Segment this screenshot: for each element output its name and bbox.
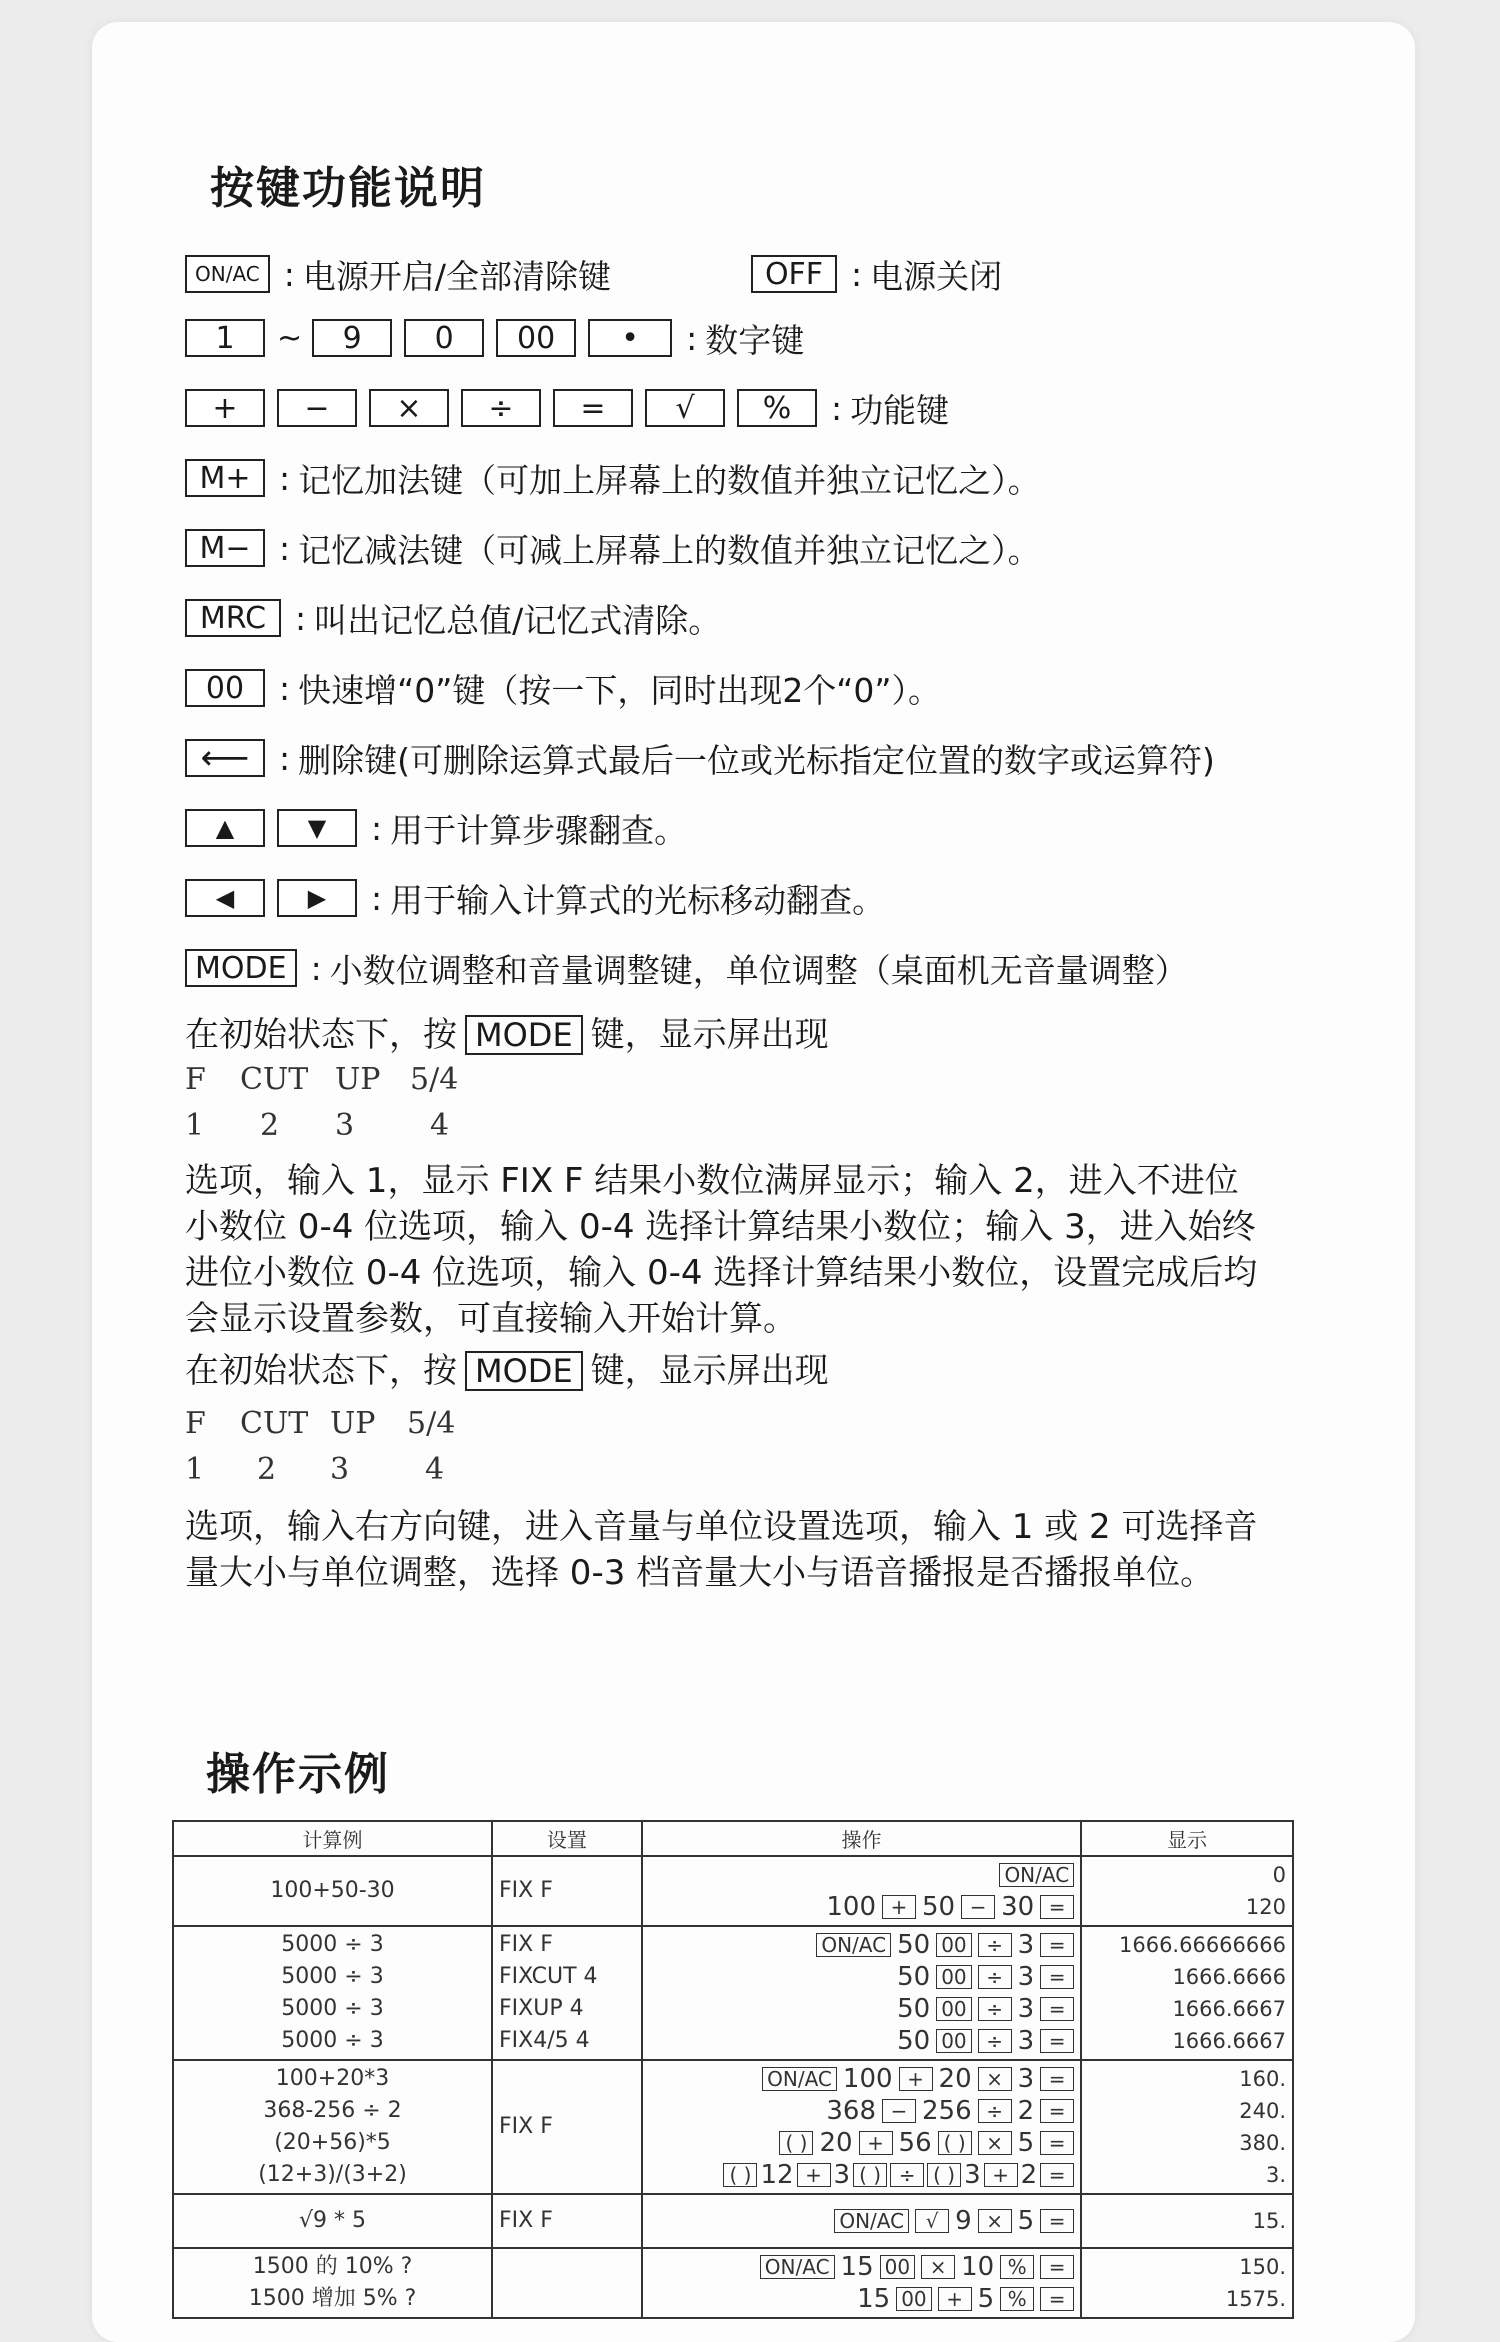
row-mminus: M− : 记忆减法键（可减上屏幕上的数值并独立记忆之）。 (185, 526, 1041, 570)
mode-key-inline: MODE (465, 1015, 583, 1055)
examples-table (172, 1820, 1294, 2319)
table-row: 1500 的 10% ? 1500 增加 5% ? ON/AC 15 00 × 10 % = 15 00 + 5 % = 150. 1575. (173, 2248, 1293, 2318)
row-mode: MODE : 小数位调整和音量调整键，单位调整（桌面机无音量调整） (185, 946, 1188, 990)
key-sqrt: √ (645, 389, 725, 427)
row-mplus: M+ : 记忆加法键（可加上屏幕上的数值并独立记忆之）。 (185, 456, 1041, 500)
row-onac: ON/AC : 电源开启/全部清除键 OFF : 电源关闭 (185, 252, 1002, 296)
backspace-key-icon: ⟵ (185, 739, 265, 777)
key-equals: = (553, 389, 633, 427)
row-updown: ▲ ▼ : 用于计算步骤翻查。 (185, 806, 687, 850)
table-header-row: 计算例 设置 操作 显示 (173, 1821, 1293, 1856)
table-row: 100+20*3 368-256 ÷ 2 (20+56)*5 (12+3)/(3+2) FIX F ON/AC 100 + 20 × 3 = 368 − 256 ÷ 2 = ( ) 20 + 56 ( ) × 5 = ( ) 12 + 3 ( ) ÷ ( ) 3 + 2 = 160. 240. 380. 3. (173, 2060, 1293, 2194)
row-leftright: ◀ ▶ : 用于输入计算式的光标移动翻查。 (185, 876, 885, 920)
functions-desc: 功能键 (850, 390, 950, 430)
key-9: 9 (312, 319, 392, 357)
arrow-down-icon: ▼ (277, 809, 357, 847)
key-mode: MODE (185, 949, 297, 987)
row-dzero: 00 : 快速增“0”键（按一下，同时出现2个“0”）。 (185, 666, 941, 710)
table-row: 100+50-30 FIX F ON/AC 100 + 50 − 30 = 0 120 (173, 1856, 1293, 1926)
key-1: 1 (185, 319, 265, 357)
key-minus: − (277, 389, 357, 427)
section-title-key-functions: 按键功能说明 (210, 163, 486, 214)
row-digits: 1 ~ 9 0 00 • : 数字键 (185, 316, 804, 360)
row-backspace: ⟵ : 删除键(可删除运算式最后一位或光标指定位置的数字或运算符) (185, 736, 1215, 780)
mode-key-inline-2: MODE (465, 1351, 583, 1391)
mminus-desc: 记忆减法键（可减上屏幕上的数值并独立记忆之）。 (298, 530, 1041, 570)
off-key: OFF (751, 255, 837, 293)
key-divide: ÷ (461, 389, 541, 427)
mode1-intro: 在初始状态下，按 MODE 键，显示屏出现 (185, 1015, 829, 1055)
mode-desc: 小数位调整和音量调整键，单位调整（桌面机无音量调整） (329, 950, 1188, 990)
arrow-left-icon: ◀ (185, 879, 265, 917)
updown-desc: 用于计算步骤翻查。 (390, 810, 688, 850)
backspace-desc: 删除键(可删除运算式最后一位或光标指定位置的数字或运算符) (298, 740, 1215, 780)
key-mrc: MRC (185, 599, 281, 637)
key-times: × (369, 389, 449, 427)
key-plus: + (185, 389, 265, 427)
mrc-desc: 叫出记忆总值/记忆式清除。 (314, 600, 722, 640)
key-mplus: M+ (185, 459, 265, 497)
onac-desc: 电源开启/全部清除键 (302, 256, 611, 296)
onac-key: ON/AC (185, 255, 270, 293)
row-mrc: MRC : 叫出记忆总值/记忆式清除。 (185, 596, 721, 640)
key-0: 0 (404, 319, 484, 357)
table-row: √9 * 5 FIX F ON/AC √ 9 × 5 = 15. (173, 2194, 1293, 2248)
off-desc: 电源关闭 (870, 256, 1003, 296)
key-dot: • (588, 319, 672, 357)
key-mminus: M− (185, 529, 265, 567)
key-00-fast: 00 (185, 669, 265, 707)
mplus-desc: 记忆加法键（可加上屏幕上的数值并独立记忆之）。 (298, 460, 1041, 500)
leftright-desc: 用于输入计算式的光标移动翻查。 (390, 880, 886, 920)
mode2-intro: 在初始状态下，按 MODE 键，显示屏出现 (185, 1351, 829, 1391)
arrow-right-icon: ▶ (277, 879, 357, 917)
row-functions: + − × ÷ = √ % : 功能键 (185, 386, 949, 430)
key-00: 00 (496, 319, 576, 357)
section-title-examples: 操作示例 (206, 1749, 390, 1800)
mode2-text: 选项，输入右方向键，进入音量与单位设置选项，输入 1 或 2 可选择音量大小与单位调整，选择 0-3 档音量大小与语音播报是否播报单位。 (185, 1507, 1258, 1593)
digits-desc: 数字键 (705, 320, 805, 360)
table-row: 5000 ÷ 3 5000 ÷ 3 5000 ÷ 3 5000 ÷ 3 FIX F FIXCUT 4 FIXUP 4 FIX4/5 4 ON/AC 50 00 ÷ 3 = 50 00 ÷ 3 = 50 00 ÷ 3 = 50 00 ÷ 3 = 1666.66666666 1666.6666 1666.6667 1666.6667 (173, 1926, 1293, 2060)
dzero-desc: 快速增“0”键（按一下，同时出现2个“0”）。 (298, 670, 941, 710)
mode1-text: 选项，输入 1，显示 FIX F 结果小数位满屏显示；输入 2，进入不进位小数位 0-4 位选项，输入 0-4 选择计算结果小数位；输入 3，进入始终进位小数位 0-4 位选项，输入 0-4 选择计算结果小数位，设置完成后均会显示设置参数，可直接输入开始计算。 (185, 1161, 1258, 1339)
key-percent: % (737, 389, 817, 427)
arrow-up-icon: ▲ (185, 809, 265, 847)
